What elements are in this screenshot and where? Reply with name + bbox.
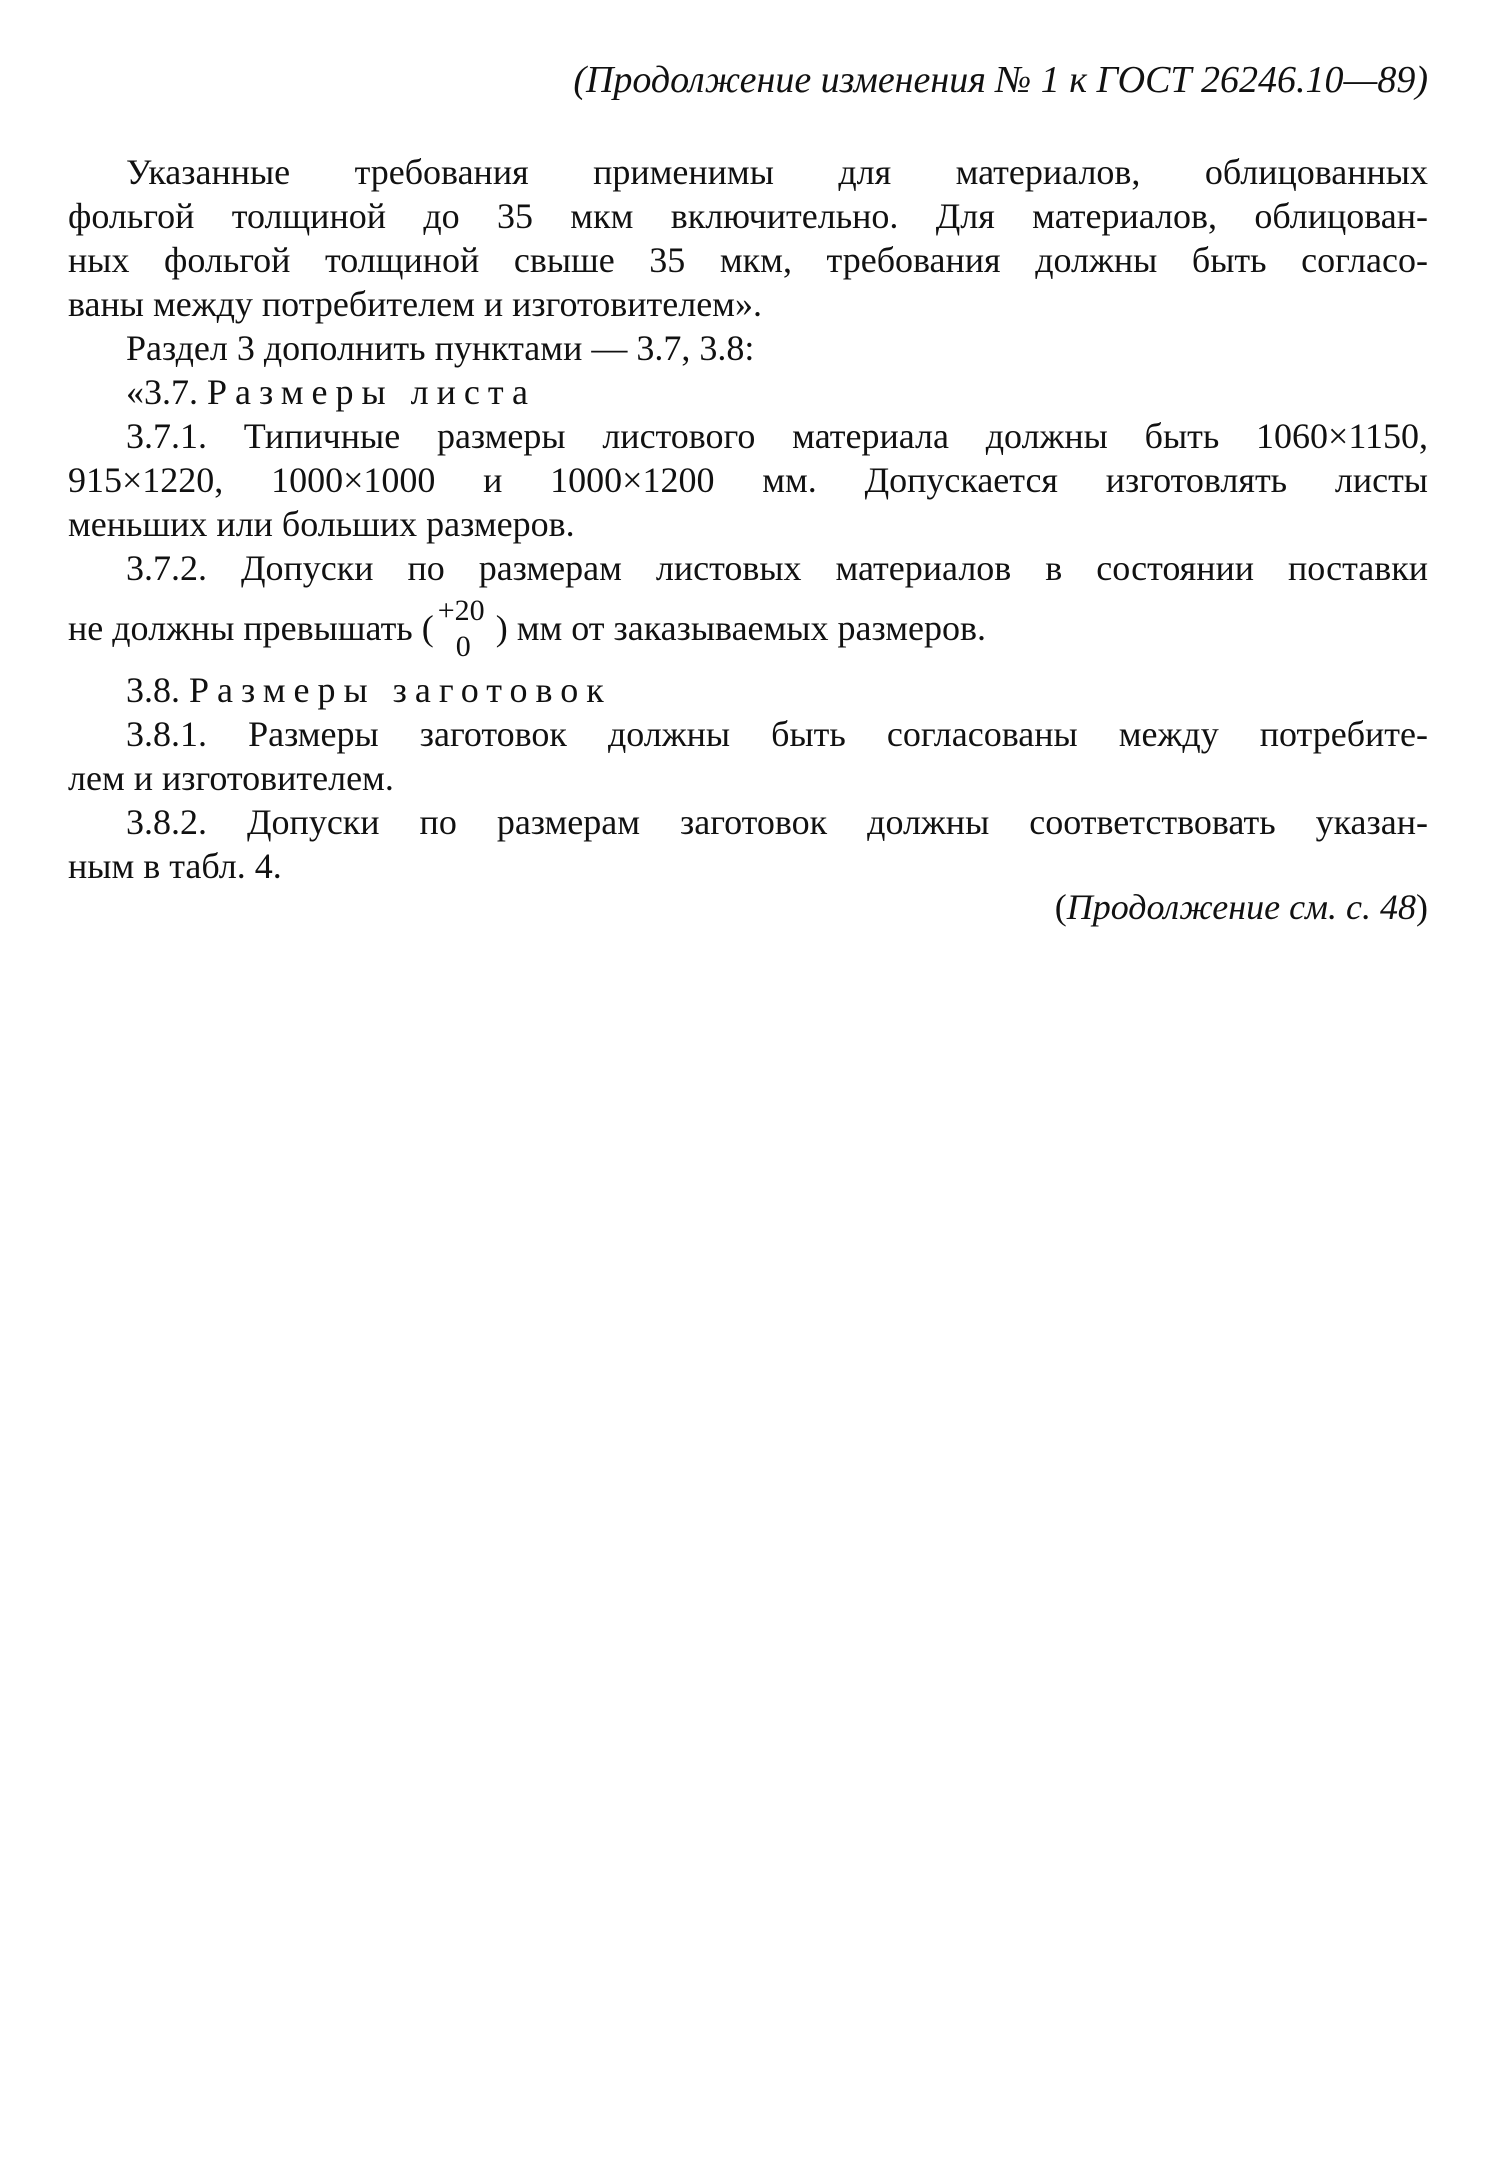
paragraph-line: фольгой толщиной до 35 мкм включительно. Для материалов, облицован- <box>68 196 1428 236</box>
clause-3-7-2-tolerance-line <box>68 594 986 663</box>
tolerance-text-after: ) мм от заказываемых размеров. <box>495 608 986 648</box>
clause-3-8-1-line: лем и изготовителем. <box>68 758 394 798</box>
footer-paren-close: ) <box>1416 887 1428 927</box>
clause-3-8-heading <box>126 668 612 712</box>
tolerance-lower: 0 <box>455 630 471 663</box>
clause-title: Размеры заготовок <box>189 670 612 710</box>
clause-3-8-1-line: 3.8.1. Размеры заготовок должны быть согласованы между потребите- <box>126 714 1428 754</box>
footer-text: Продолжение см. с. 48 <box>1066 887 1416 927</box>
footer-paren-open: ( <box>1054 887 1067 927</box>
section-amendment-text: Раздел 3 дополнить пунктами — 3.7, 3.8: <box>126 328 755 368</box>
clause-3-7-1-line: 3.7.1. Типичные размеры листового материала должны быть 1060×1150, <box>126 416 1428 456</box>
clause-number: 3.8. <box>126 670 180 710</box>
clause-3-8-2-line: 3.8.2. Допуски по размерам заготовок должны соответствовать указан- <box>126 802 1428 842</box>
tolerance-text-before: не должны превышать ( <box>68 608 434 648</box>
clause-3-7-heading <box>126 370 536 414</box>
tolerance-fraction <box>434 594 496 663</box>
paragraph-line: ваны между потребителем и изготовителем». <box>68 284 762 324</box>
clause-3-7-1-line: меньших или больших размеров. <box>68 504 575 544</box>
paragraph-line: ных фольгой толщиной свыше 35 мкм, требования должны быть согласо- <box>68 240 1428 280</box>
page-footer-continuation <box>68 885 1428 929</box>
tolerance-upper: +20 <box>437 594 485 627</box>
page-header-continuation: (Продолжение изменения № 1 к ГОСТ 26246.10—89) <box>573 59 1428 101</box>
clause-3-7-1-line: 915×1220, 1000×1000 и 1000×1200 мм. Допускается изготовлять листы <box>68 460 1428 500</box>
paragraph-line: Указанные требования применимы для материалов, облицованных <box>126 152 1428 192</box>
clause-3-7-2-line: 3.7.2. Допуски по размерам листовых материалов в состоянии поставки <box>126 548 1428 588</box>
clause-3-8-2-line: ным в табл. 4. <box>68 846 282 886</box>
clause-number: «3.7. <box>126 372 198 412</box>
clause-title: Размеры листа <box>207 372 537 412</box>
